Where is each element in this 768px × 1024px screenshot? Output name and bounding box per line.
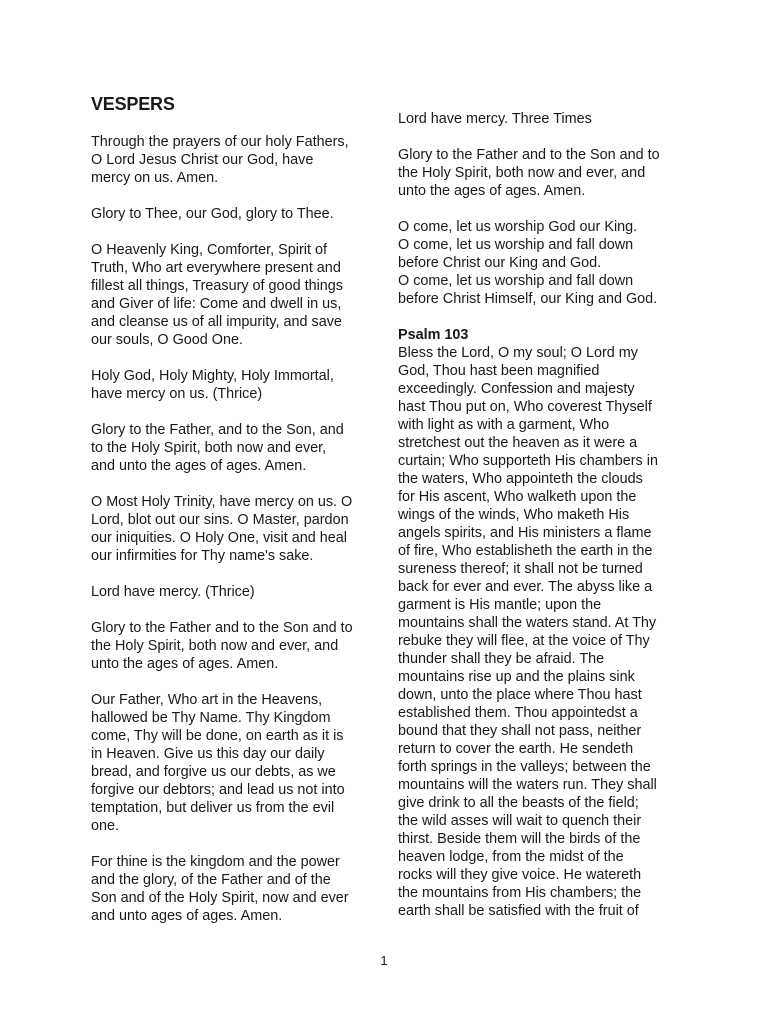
paragraph: Glory to the Father and to the Son and to the Holy Spirit, both now and ever, and unto the ages of ages. Amen. <box>91 620 353 672</box>
paragraph: Glory to the Father, and to the Son, and to the Holy Spirit, both now and ever, and unto the ages of ages. Amen. <box>91 422 344 474</box>
paragraph: O come, let us worship God our King. O come, let us worship and fall down before Christ our King and God. O come, let us worship and fall down before Christ Himself, our King and God. <box>398 219 658 307</box>
psalm-section <box>398 326 684 920</box>
paragraph: Holy God, Holy Mighty, Holy Immortal, have mercy on us. (Thrice) <box>91 368 334 402</box>
paragraph: Lord have mercy. Three Times <box>398 111 592 127</box>
psalm-body: Bless the Lord, O my soul; O Lord my God, Thou hast been magnified exceedingly. Confession and majesty hast Thou put on, Who coverest Thyself with light as with a garment, Who stretchest out the heaven as it were a curtain; Who supporteth His chambers in the waters, Who appointeth the clouds for His ascent, Who walketh upon the wings of the winds, Who maketh His angels spirits, and His ministers a flame of fire, Who establisheth the earth in the sureness thereof; it shall not be turned back for ever and ever. The abyss like a garment is His mantle; upon the mountains shall the waters stand. At Thy rebuke they will flee, at the voice of Thy thunder shall they be afraid. The mountains rise up and the plains sink down, unto the place where Thou hast established them. Thou appointedst a bound that they shall not pass, neither return to cover the earth. He sendeth forth springs in the valleys; between the mountains will the waters run. They shall give drink to all the beasts of the field; the wild asses will wait to quench their thirst. Beside them will the birds of the heaven lodge, from the midst of the rocks will they give voice. He watereth the mountains from His chambers; the earth shall be satisfied with the fruit of <box>398 345 658 919</box>
page-title: VESPERS <box>91 94 175 114</box>
psalm-heading: Psalm 103 <box>398 327 469 343</box>
left-column <box>91 92 373 943</box>
paragraph: O Most Holy Trinity, have mercy on us. O Lord, blot out our sins. O Master, pardon our iniquities. O Holy One, visit and heal our infirmities for Thy name's sake. <box>91 494 353 564</box>
paragraph: For thine is the kingdom and the power and the glory, of the Father and of the Son and of the Holy Spirit, now and ever and unto ages of ages. Amen. <box>91 854 349 924</box>
paragraph: Glory to the Father and to the Son and to the Holy Spirit, both now and ever, and unto the ages of ages. Amen. <box>398 147 660 199</box>
paragraph: Our Father, Who art in the Heavens, hallowed be Thy Name. Thy Kingdom come, Thy will be done, on earth as it is in Heaven. Give us this day our daily bread, and forgive us our debts, as we forgive our debtors; and lead us not into temptation, but deliver us from the evil one. <box>91 692 345 834</box>
paragraph: O Heavenly King, Comforter, Spirit of Truth, Who art everywhere present and fillest all things, Treasury of good things and Giver of life: Come and dwell in us, and cleanse us of all impurity, and save our souls, O Good One. <box>91 242 343 348</box>
paragraph: Lord have mercy. (Thrice) <box>91 584 255 600</box>
paragraph: Glory to Thee, our God, glory to Thee. <box>91 206 334 222</box>
right-column <box>398 110 684 920</box>
page-number: 1 <box>380 953 388 968</box>
paragraph: Through the prayers of our holy Fathers, O Lord Jesus Christ our God, have mercy on us. Amen. <box>91 134 349 186</box>
